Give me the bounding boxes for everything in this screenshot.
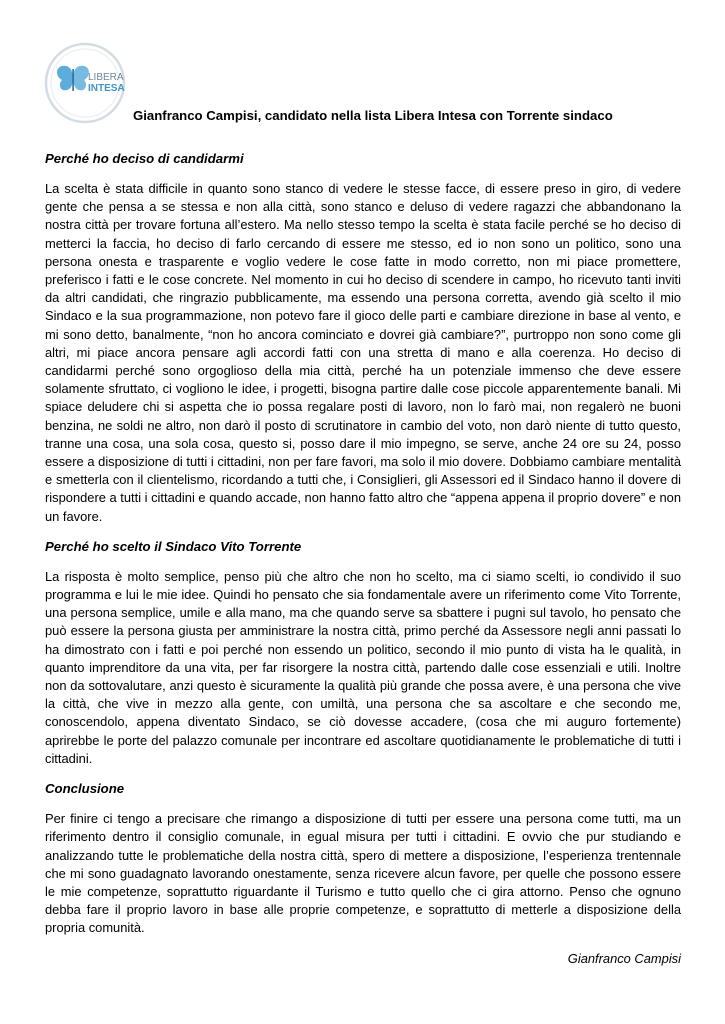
signature: Gianfranco Campisi	[567, 950, 681, 966]
document-body	[45, 150, 681, 968]
logo-line1: LIBERA	[88, 72, 124, 83]
section-heading-mayor-choice: Perché ho scelto il Sindaco Vito Torrente	[45, 538, 302, 554]
logo-line2: INTESA	[88, 83, 125, 94]
section-text-mayor-choice: La risposta è molto semplice, penso più che altro che non ho scelto, ma ci siamo scelti, io condivido il suo programma e lui le mie idee. Quindi ho pensato che sia fondamentale avere un riferimento come Vito Torrente, una persona semplice, umile e alla mano, ma che quando serve sa sbattere i pugni sul tavolo, ho pensato che può essere la persona giusta per amministrare la nostra città, primo perché da Assessore negli anni passati lo ha dimostrato con i fatti e poi perché non essendo un politico, secondo il mio punto di vista ha le qualità, in quanto imprenditore da una vita, per far risorgere la nostra città, partendo dalle cose essenziali e utili. Inoltre non da sottovalutare, anzi questo è sicuramente la qualità più grande che possa avere, è una persona che vive la città, che vive in mezzo alla gente, con umiltà, una persona che sa ascoltare e che secondo me, conoscendolo, appena diventato Sindaco, se ciò dovesse accadere, (cosa che mi auguro fortemente) aprirebbe le porte del palazzo comunale per incontrare ed ascoltare quotidianamente le problematiche di tutti i cittadini.	[45, 568, 681, 766]
page-title: Gianfranco Campisi, candidato nella lista Libera Intesa con Torrente sindaco	[133, 108, 613, 123]
section-heading-candidacy: Perché ho deciso di candidarmi	[45, 151, 244, 166]
section-text-candidacy: La scelta è stata difficile in quanto sono stanco di vedere le stesse facce, di essere preso in giro, di vedere gente che pensa a se stessa e non alla città, sono stanco e deluso di vedere ragazzi che abbandonano la nostra città per trovare fortuna all’estero. Ma nello stesso tempo la scelta è stata facile perché se ho deciso di metterci la faccia, ho deciso di farlo cercando di essere me stesso, ed io non sono un politico, sono una persona onesta e trasparente e voglio vedere le cose fatte in modo corretto, non mi piace promettere, preferisco i fatti e le cose concrete. Nel momento in cui ho deciso di scendere in campo, ho ricevuto tanti inviti da altri candidati, che ringrazio pubblicamente, ma essendo una persona corretta, avendo già scelto il mio Sindaco e la sua programmazione, non potevo fare il gioco delle parti e cambiare direzione in base al vento, e mi sono detto, banalmente, “non ho ancora cominciato e dovrei già cambiare?”, purtroppo non sono come gli altri, mi piace ancora pensare agli accordi fatti con una stretta di mano e alla coerenza. Ho deciso di candidarmi perché sono orgoglioso della mia città, perché ha un potenziale immenso che deve essere solamente sfruttato, ci vogliono le idee, i progetti, bisogna partire dalle cose piccole apparentemente banali. Mi spiace deludere chi si aspetta che io possa regalare posti di lavoro, non lo farò mai, non regalerò ne buoni benzina, ne soldi ne altro, non darò il posto di scrutinatore in cambio del voto, non darò niente di tutto questo, tranne una cosa, una sola cosa, questo si, posso dare il mio impegno, se serve, anche 24 ore su 24, posso essere a disposizione di tutti i cittadini, non per fare favori, ma solo il mio dovere. Dobbiamo cambiare mentalità e smetterla con il clientelismo, ricordando a tutti che, i Consiglieri, gli Assessori ed il Sindaco hanno il dovere di rispondere a tutti i cittadini e quando accade, non hanno fatto altro che “appena appena il proprio dovere” e non un favore.	[45, 181, 681, 524]
section-text-conclusion: Per finire ci tengo a precisare che rimango a disposizione di tutti per essere una persona come tutti, ma un riferimento dentro il consiglio comunale, in egual misura per tutti i cittadini. E ovvio che pur studiando e analizzando tutte le problematiche della nostra città, spero di mettere a disposizione, l’esperienza trentennale che mi sono guadagnato lavorando onestamente, senza ricevere alcun favore, per quelle che possono essere le mie competenze, soprattutto riguardante il Turismo e tutto quello che ci gira attorno. Penso che ognuno debba fare il proprio lavoro in base alle proprie competenze, e soprattutto di metterle a disposizione della propria comunità.	[45, 811, 681, 936]
section-heading-conclusion: Conclusione	[45, 781, 125, 797]
libera-intesa-logo	[44, 42, 126, 124]
